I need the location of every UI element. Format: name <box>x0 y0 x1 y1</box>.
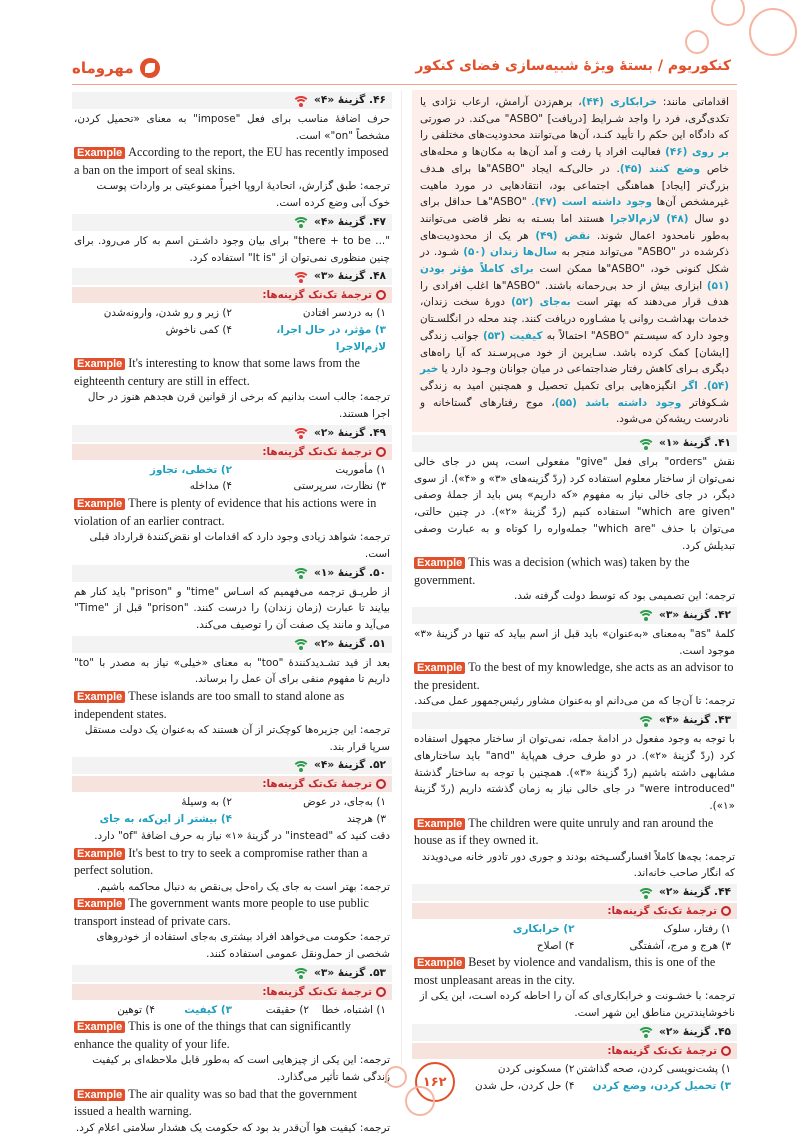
translation: ترجمه: تا آن‌جا که من می‌دانم او به‌عنوان مشاور رئیس‌جمهور عمل می‌کند. <box>414 695 735 708</box>
signal-icon <box>294 761 308 771</box>
question-number: ۵۲. گزینهٔ «۴» <box>314 759 386 772</box>
translation: ترجمه: کیفیت هوا آن‌قدر بد بود که حکومت یک هشدار سلامتی اعلام کرد. <box>75 1121 390 1134</box>
search-icon <box>376 987 386 997</box>
highlighted-answer: به‌جای (۵۲) <box>511 296 571 309</box>
translation-label: ترجمهٔ تک‌تک گزینه‌ها: <box>607 1044 717 1057</box>
brand-logo <box>72 58 160 78</box>
explanation: از طریـق ترجمه می‌فهمیم که اسـاس "time" و "prison" باید کنار هم بیایند تا عبارت (زمان زندان) را درست کنند. "prison" قبل از "Time" می‌آید و مانند یک صفت آن را توصیف می‌کند. <box>74 585 390 631</box>
highlighted-answer: برای کاملاً مؤثر بودن (۵۱) <box>420 263 729 292</box>
question-header <box>72 425 392 442</box>
option: ۱) به دردسر افتادن <box>302 307 386 320</box>
translation-heading <box>412 1043 737 1059</box>
example-sentence: Example To the best of my knowledge, she acts as an advisor to the president. <box>414 660 734 692</box>
highlighted-answer: خرابکاری (۴۴) <box>581 96 657 108</box>
example-sentence: Example There is plenty of evidence that his actions were in violation of an earlier contract. <box>74 496 377 528</box>
signal-icon <box>639 1027 653 1037</box>
explanation: با توجه به وجود مفعول در ادامهٔ جمله، نمی‌توان از ساختار مجهول استفاده کرد (ردّ گزینهٔ «۲»). در دو طرف حرف هم‌پایهٔ "and" باید ساختارهای مشابهی داشته باشیم (ردّ گزینهٔ «۳»). همچنین با توجه به ساختار گذشتهٔ "were introduced" در جای خالی نیاز به زمان گذشته داریم (ردّ گزینهٔ «۱»). <box>414 733 736 812</box>
translation-label: ترجمهٔ تک‌تک گزینه‌ها: <box>262 445 372 458</box>
highlighted-answer: وجود داشته است (۴۷) <box>534 196 652 209</box>
option: ۱) رفتار، سلوک <box>663 923 731 936</box>
options-grid <box>72 1002 392 1019</box>
highlighted-answer: وضع کنند (۴۵) <box>619 162 701 175</box>
translation: ترجمه: حکومت می‌خواهد افراد بیشتری به‌جای استفاده از خودروهای شخصی از حمل‌ونقل عمومی استفاده کنند. <box>96 931 390 960</box>
search-icon <box>721 1046 731 1056</box>
option: ۳) تحمیل کردن، وضع کردن <box>592 1079 731 1092</box>
option: ۳) هرچند <box>346 813 386 826</box>
translation: ترجمه: جالب است بدانیم که برخی از قوانین قرن هجدهم هنوز در حال اجرا هستند. <box>87 391 390 421</box>
signal-icon <box>294 217 308 227</box>
question-number: ۴۴. گزینهٔ «۲» <box>659 886 731 899</box>
translation: ترجمه: طبق گزارش، اتحادیهٔ اروپا اخیراً ممنوعیتی بر واردات پوسـت خوک آبی وضع کرده است. <box>96 180 390 210</box>
example-sentence: Example It's best to try to seek a compromise rather than a perfect solution. <box>74 845 368 878</box>
option: ۱) پشت‌نویسی کردن، صحه گذاشتن <box>576 1062 731 1075</box>
translation-label: ترجمهٔ تک‌تک گزینه‌ها: <box>607 905 717 918</box>
example-label: Example <box>414 662 465 674</box>
signal-icon <box>294 568 308 578</box>
options-grid <box>412 1061 737 1094</box>
question-number: ۴۶. گزینهٔ «۴» <box>314 94 386 106</box>
question-header <box>72 268 392 285</box>
option: ۴) بیشتر از این‌که، به جای <box>99 813 232 826</box>
option: ۴) توهین <box>117 1003 155 1016</box>
question-number: ۴۱. گزینهٔ «۱» <box>659 437 731 450</box>
translation-heading <box>72 984 392 1000</box>
right-answers <box>412 435 737 1094</box>
translation: ترجمه: بچه‌ها کاملاً افسارگسـیخته بودند و جوری دور تادور خانه می‌دویدند که انگار صاحب خانه‌اند. <box>421 850 735 880</box>
option: ۴) کمی ناخوش <box>165 323 232 336</box>
signal-icon <box>294 428 308 438</box>
highlighted-answer: وجود داشته باشد (۵۵) <box>554 396 682 409</box>
translation-heading <box>72 444 392 460</box>
column-divider <box>401 90 402 1066</box>
highlighted-answer: خیر (۵۴) <box>420 363 729 392</box>
example-sentence: Example The children were quite unruly and ran around the house as if they owned it. <box>414 815 714 848</box>
translation: ترجمه: شواهد زیادی وجود دارد که اقدامات او نقض‌کنندهٔ قرارداد قبلی است. <box>89 531 390 560</box>
example-label: Example <box>74 1021 125 1033</box>
translation-label: ترجمهٔ تک‌تک گزینه‌ها: <box>262 778 372 791</box>
option: ۱) اشتباه، خطا <box>321 1003 386 1016</box>
option: ۱) به‌جای، در عوض <box>303 796 386 809</box>
example-label: Example <box>74 691 125 703</box>
question-number: ۵۰. گزینهٔ «۱» <box>314 566 386 579</box>
question-number: ۴۵. گزینهٔ «۲» <box>659 1025 731 1038</box>
option: ۲) خرابکاری <box>512 923 575 936</box>
search-icon <box>376 290 386 300</box>
explanation: حرف اضافهٔ مناسب برای فعل "impose" به معنای «تحمیل کردن، مشخصاً "on"» است. <box>74 113 390 142</box>
option: ۴) حل کردن، حل شدن <box>474 1079 575 1092</box>
signal-icon <box>639 716 653 726</box>
question-number: ۴۳. گزینهٔ «۴» <box>659 714 731 727</box>
highlighted-answer: بر روی (۴۶) <box>665 146 730 159</box>
explanation: بعد از قید تشـدیدکنندهٔ "too" به معنای «خیلی» نیاز به مصدر با "to" داریم تا مفهوم منفی برای آن عمل را برساند. <box>74 656 390 686</box>
example-label: Example <box>74 1089 125 1101</box>
example-sentence: Example The government wants more people to use public transport instead of private cars. <box>74 896 369 928</box>
brand-icon <box>140 58 160 78</box>
example-label: Example <box>74 358 125 370</box>
translation: ترجمه: بهتر است به جای یک راه‌حل بی‌نقص به دنبال محاکمه باشیم. <box>96 880 390 893</box>
highlighted-answer: کیفیت (۵۳) <box>482 329 543 342</box>
question-header <box>72 565 392 582</box>
example-label: Example <box>74 147 125 159</box>
question-number: ۴۸. گزینهٔ «۳» <box>314 270 386 283</box>
question-number: ۵۱. گزینهٔ «۲» <box>314 637 386 650</box>
question-header <box>412 712 737 729</box>
signal-icon <box>294 272 308 282</box>
highlighted-answer: نقض (۴۹) <box>535 229 591 242</box>
option: ۳) نظارت، سرپرستی <box>293 480 386 493</box>
question-number: ۵۳. گزینهٔ «۳» <box>314 966 386 979</box>
question-header <box>412 884 737 901</box>
header-divider <box>72 84 737 85</box>
page-number: ۱۶۲ <box>415 1062 455 1102</box>
option: ۳) کیفیت <box>184 1003 232 1016</box>
left-answers <box>72 92 392 1137</box>
option: ۲) تخطی، تجاوز <box>149 463 232 476</box>
translation: ترجمه: این تصمیمی بود که توسط دولت گرفته شد. <box>513 590 735 603</box>
translation-heading <box>72 287 392 303</box>
option: ۳) هرج و مرج، آشفتگی <box>629 939 731 952</box>
question-number: ۴۹. گزینهٔ «۲» <box>314 426 386 439</box>
search-icon <box>721 906 731 916</box>
brand-name: مهروماه <box>72 59 134 77</box>
example-sentence: Example According to the report, the EU has recently imposed a ban on the import of seal skins. <box>74 145 389 177</box>
example-sentence: Example The air quality was so bad that the government issued a health warning. <box>74 1086 358 1119</box>
explanation: کلمهٔ "as" به‌معنای «به‌عنوان» باید قبل از اسم بیاید که تنها در گزینهٔ «۳» موجود است. <box>414 627 735 657</box>
options-grid <box>72 462 392 495</box>
signal-icon <box>294 968 308 978</box>
translation-heading <box>412 903 737 919</box>
translation: ترجمه: این جزیره‌ها کوچک‌تر از آن هستند که به‌عنوان یک دولت مستقل سرپا قرار بند. <box>84 724 390 753</box>
translation: ترجمه: با خشـونت و خرابکاری‌ای که آن را احاطه کرده اسـت، این یکی از ناخوشایندترین مناطق این شهر است. <box>419 990 735 1020</box>
question-header <box>72 757 392 774</box>
example-label: Example <box>74 898 125 910</box>
option: ۱) مأموریت <box>335 463 386 476</box>
question-header <box>412 435 737 452</box>
options-grid <box>412 921 737 954</box>
signal-icon <box>639 888 653 898</box>
options-grid <box>72 794 392 827</box>
question-header <box>72 214 392 231</box>
explanation: "... there + to be" برای بیان وجود داشـتن اسم به کار می‌رود. برای چنین منظوری نمی‌توان از "It is" استفاده کرد. <box>74 234 390 264</box>
explanation: دقت کنید که "instead" در گزینهٔ «۱» نیاز به حرف اضافهٔ "of" دارد. <box>94 829 390 842</box>
question-header <box>72 92 392 109</box>
intro-passage: اقداماتی مانند: خرابکاری (۴۴)، برهم‌زدن آرامش، ارعاب نژادی یا تکدی‌گری، فرد را واجد شـرایط [دریافت] "ASBO" می‌کند. در صورتی که دادگاه این حکم را تأیید کنـد، آن‌ها می‌توانند محدودیت‌های مختلفی را بر روی (۴۶) فعالیت افراد یا رفت و آمد آن‌ها به مکان‌ها و محله‌های خاص وضع کنند (۴۵). در حالی‌کـه ایجاد "ASBO"ها برای هـدف بزرگ‌تر [ایجاد] هماهنگی اجتماعی بود، انتقادهایی در مورد ماهیت غیرمشخص آن‌ها وجود داشته است (۴۷). "ASBO"هـا حداقل برای دو سال (۴۸) لازم‌الاجرا هستند اما بسـته به نظر قاضی می‌توانند به‌طور نامحدود اعمال شوند. نقض (۴۹) هر یک از محدودیت‌های ذکرشده در "ASBO" می‌تواند منجر به سال‌ها زندان (۵۰) شـود. در شکل کنونی خود، "ASBO"ها ممکن است برای کاملاً مؤثر بودن (۵۱) ابزاری بیش از حد بی‌رحمانه باشند. "ASBO"ها اغلب افرادی را هدف قرار می‌دهند که بهتر است به‌جای (۵۲) دورهٔ سخت زندان، خدمات بهداشـت روانی یا مشـاوره دریافت کنند. چند محله در انگلسـتان وجود دارد که سیسـتم "ASBO" احتمالاً به کیفیت (۵۳) جوانب زندگی [ایشان] کمک کرده باشد. سـایرین از خود می‌پرسـند که آیا راه‌های دیگری بـرای کاهش رفتار ضداجتماعی در میان جوانان وجـود دارد یا خیر (۵۴). اگر انگیزه‌هایی برای تکمیل تحصیل و همچنین امید به زندگی شـکوفاتر وجود داشته باشد (۵۵)، موج رفتارهای گستاخانه و نادرست ریشه‌کن می‌شود. <box>412 90 737 432</box>
example-label: Example <box>74 848 125 860</box>
option: ۲) مسکونی کردن <box>497 1062 575 1075</box>
explanation: نقش "orders" برای فعل "give" مفعولی است، پس در جای خالی نمی‌توان از ساختار معلوم استفاده کرد (ردّ گزینه‌های «۳» و «۴»). از سوی دیگر، در جای خالی نیاز به مفهوم «که داریم» پس باید از جملهٔ وصفی "which are given" استفاده کنیم (ردّ گزینهٔ «۲»). در چنین حالتی، می‌توان با حذف "which are" جمله‌واره را کوتاه و به عبارت وصفی تبدیلش کرد. <box>414 456 735 552</box>
options-grid <box>72 305 392 355</box>
option: ۲) حقیقت <box>265 1003 309 1016</box>
example-label: Example <box>414 557 465 569</box>
example-label: Example <box>74 498 125 510</box>
translation-label: ترجمهٔ تک‌تک گزینه‌ها: <box>262 289 372 302</box>
translation-label: ترجمهٔ تک‌تک گزینه‌ها: <box>262 985 372 998</box>
example-sentence: Example It's interesting to know that some laws from the eighteenth century are still in effect. <box>74 356 360 388</box>
question-header <box>72 965 392 982</box>
highlighted-answer: اگر <box>681 379 698 392</box>
search-icon <box>376 779 386 789</box>
signal-icon <box>639 610 653 620</box>
signal-icon <box>294 639 308 649</box>
example-label: Example <box>414 957 465 969</box>
option: ۴) مداخله <box>189 480 232 493</box>
option: ۲) زیر و رو شدن، وارونه‌شدن <box>103 307 232 320</box>
translation-heading <box>72 776 392 792</box>
highlighted-answer: سال‌ها زندان (۵۰) <box>463 246 558 259</box>
option: ۳) مؤثر، در حال اجرا، لازم‌الاجرا <box>276 323 386 353</box>
question-header <box>412 607 737 624</box>
example-sentence: Example Beset by violence and vandalism, this is one of the most unpleasant areas in the city. <box>414 955 716 987</box>
example-sentence: Example This was a decision (which was) taken by the government. <box>414 555 690 587</box>
search-icon <box>376 447 386 457</box>
signal-icon <box>639 439 653 449</box>
page-header-title: کنکوریوم / بستهٔ ویژهٔ شبیه‌سازی فضای کنکور <box>415 58 731 74</box>
left-column <box>72 90 392 1134</box>
highlighted-answer: (۴۸) لازم‌الاجرا <box>610 212 689 225</box>
translation: ترجمه: این یکی از چیزهایی است که به‌طور قابل ملاحظه‌ای بر کیفیت زندگی شما تأثیر می‌گذارد. <box>92 1054 390 1084</box>
question-number: ۴۲. گزینهٔ «۳» <box>659 608 731 621</box>
option: ۴) اصلاح <box>536 939 575 952</box>
signal-icon <box>294 96 308 106</box>
question-header <box>72 636 392 653</box>
example-sentence: Example These islands are too small to stand alone as independent states. <box>74 689 345 721</box>
option: ۲) به وسیلهٔ <box>181 796 232 809</box>
decorative-circles <box>695 0 805 60</box>
question-header <box>412 1024 737 1041</box>
example-label: Example <box>414 818 465 830</box>
question-number: ۴۷. گزینهٔ «۴» <box>314 215 386 228</box>
example-sentence: Example This is one of the things that can significantly enhance the quality of your life. <box>74 1019 351 1051</box>
